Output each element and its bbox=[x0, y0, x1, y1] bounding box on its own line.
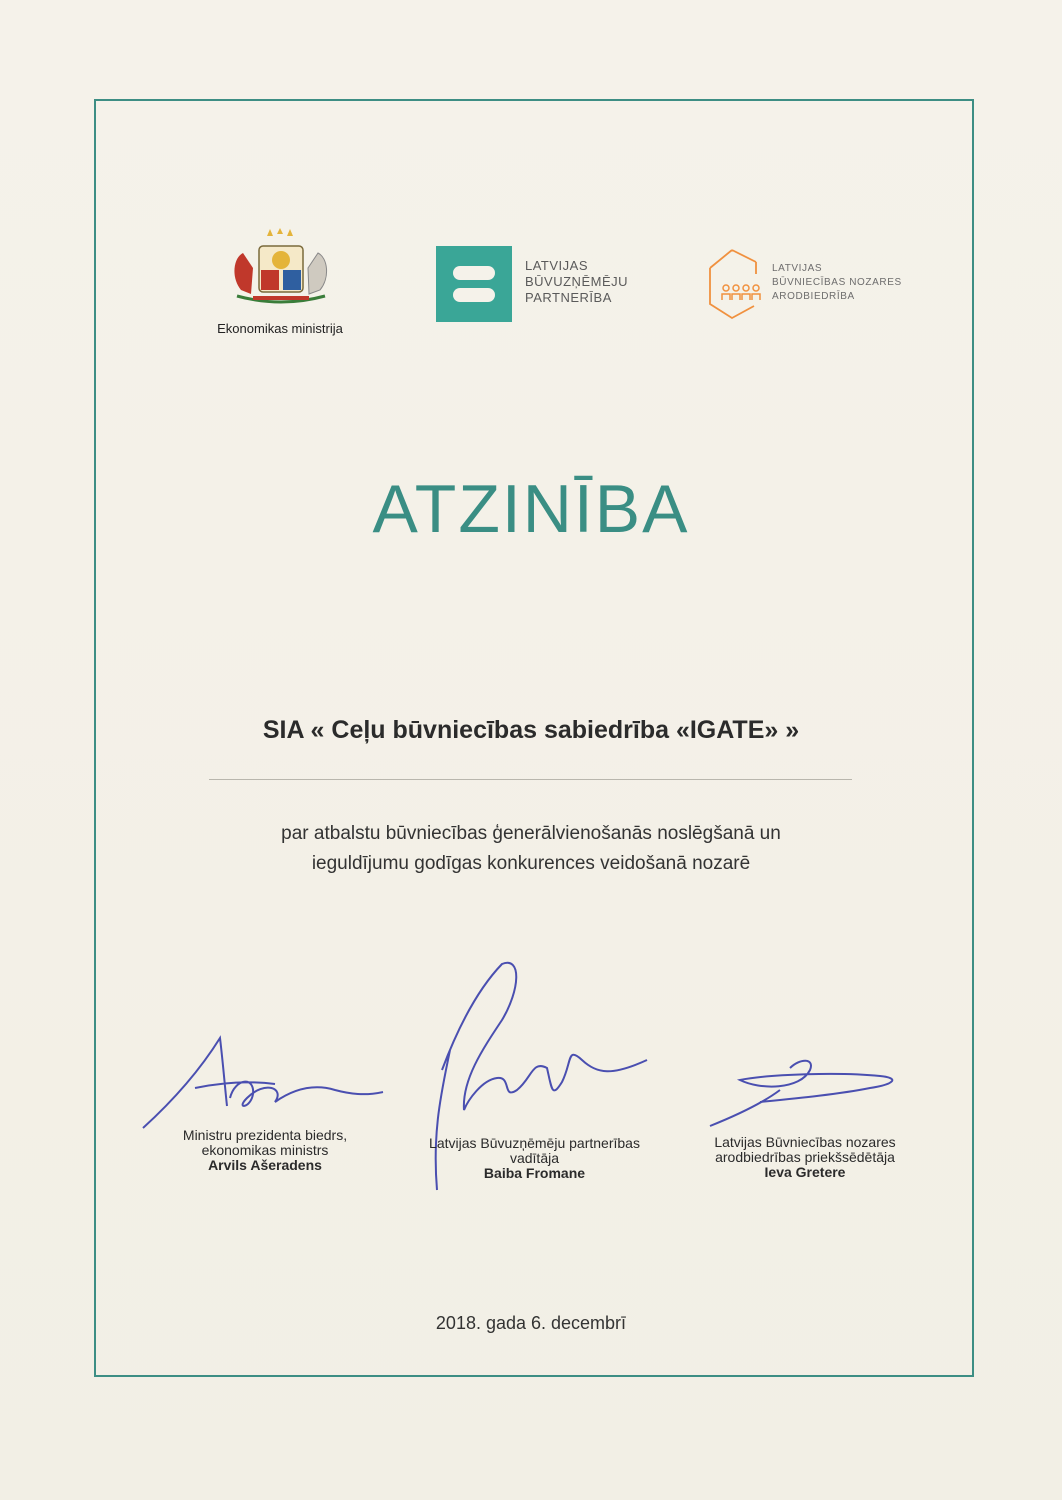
arod-logo-text bbox=[772, 262, 912, 304]
signature-3-icon bbox=[690, 1050, 920, 1130]
certificate-date: 2018. gada 6. decembrī bbox=[435, 1313, 627, 1333]
signatory-name: Ieva Gretere bbox=[764, 1164, 846, 1180]
signatory-role: Latvijas Būvniecības nozares bbox=[714, 1134, 896, 1150]
signatory-name: Baiba Fromane bbox=[483, 1165, 586, 1181]
reason-line: ieguldījumu godīgas konkurences veidošanā nozarē bbox=[311, 853, 751, 874]
house-hexagon-icon bbox=[706, 248, 768, 328]
signature-block-2 bbox=[402, 960, 667, 1190]
arod-line: ARODBIEDRĪBA bbox=[772, 291, 855, 302]
signature-block-3 bbox=[690, 1050, 920, 1190]
logo-row bbox=[0, 228, 1062, 348]
lbp-logo bbox=[436, 246, 666, 322]
arod-line: LATVIJAS bbox=[772, 263, 823, 274]
lbp-line: BŪVUZŅĒMĒJU bbox=[525, 274, 629, 289]
ministry-logo bbox=[205, 228, 355, 340]
signatory-role: Latvijas Būvuzņēmēju partnerības bbox=[429, 1135, 640, 1151]
reason-line: par atbalstu būvniecības ģenerālvienošanās noslēgšanā un bbox=[281, 823, 781, 844]
signature-block-1 bbox=[135, 1018, 395, 1188]
arodbiedriba-logo bbox=[706, 248, 906, 328]
lbp-line: PARTNERĪBA bbox=[525, 290, 612, 305]
lbp-logo-text bbox=[525, 258, 665, 306]
lbp-logo-mark bbox=[436, 246, 512, 322]
signatory-role: Ministru prezidenta biedrs, bbox=[182, 1127, 348, 1143]
coat-of-arms-icon bbox=[223, 228, 338, 308]
lbp-line: LATVIJAS bbox=[525, 258, 589, 273]
recipient-name: SIA « Ceļu būvniecības sabiedrība «IGATE» » bbox=[262, 716, 800, 744]
ministry-caption: Ekonomikas ministrija bbox=[217, 321, 343, 336]
lbp-mark-icon bbox=[436, 246, 512, 322]
signature-1-icon bbox=[135, 1018, 395, 1133]
signatory-name: Arvils Ašeradens bbox=[208, 1157, 322, 1173]
signatory-caption bbox=[690, 1135, 920, 1180]
award-reason bbox=[160, 819, 902, 879]
certificate-title: ATZINĪBA bbox=[372, 471, 690, 547]
signatory-caption bbox=[402, 1136, 667, 1181]
signatory-role: arodbiedrības priekšsēdētāja bbox=[715, 1149, 895, 1165]
signatory-caption bbox=[135, 1128, 395, 1173]
signatory-role: ekonomikas ministrs bbox=[201, 1142, 329, 1158]
arod-line: BŪVNIECĪBAS NOZARES bbox=[772, 277, 902, 288]
signatory-role: vadītāja bbox=[509, 1150, 560, 1166]
divider bbox=[209, 779, 852, 780]
